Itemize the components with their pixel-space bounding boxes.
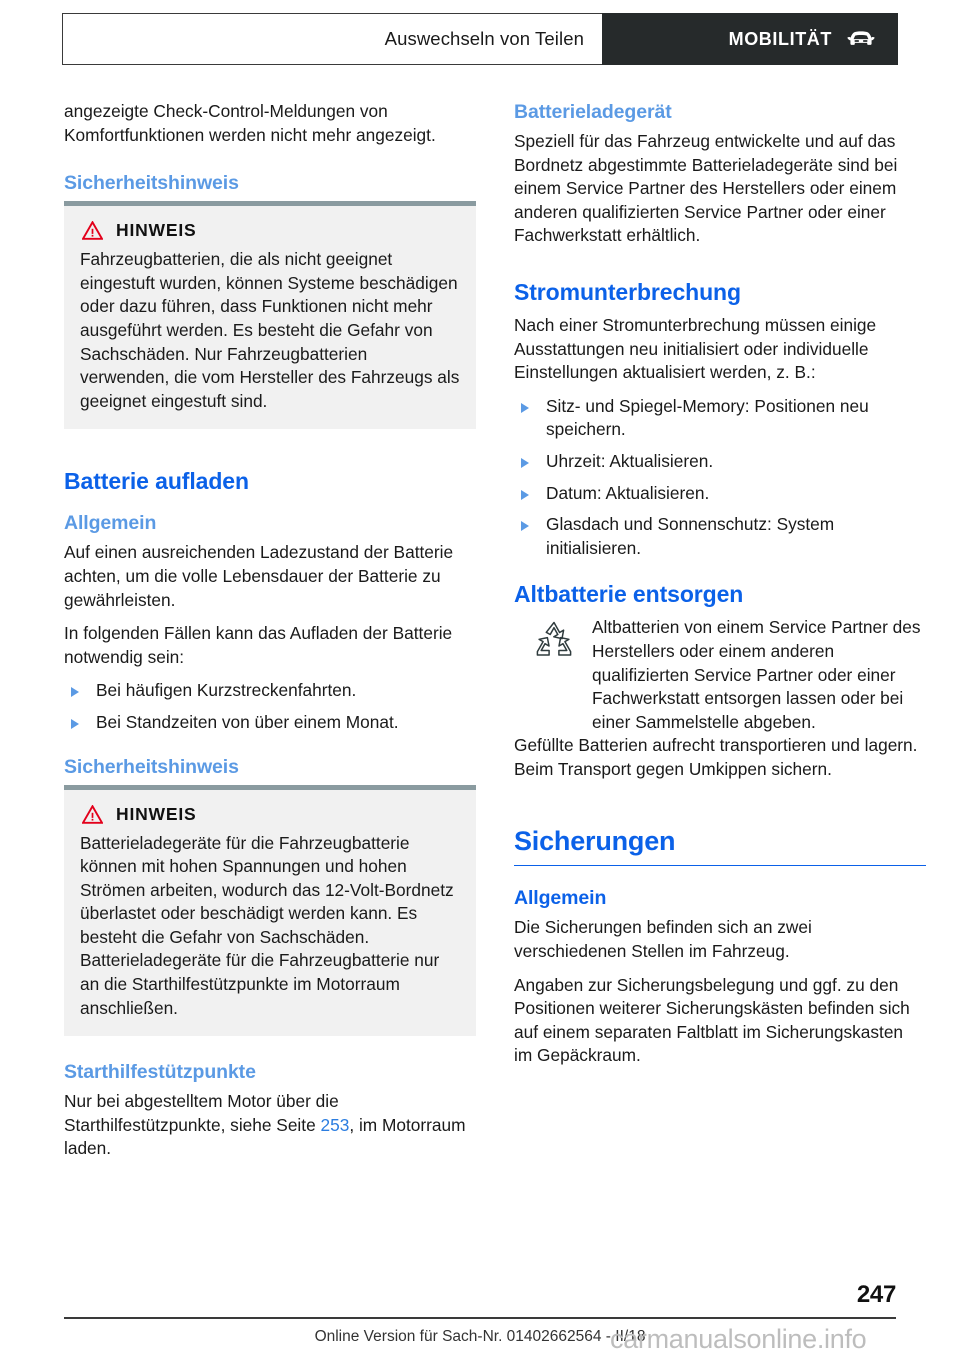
paragraph-disposal-1: Altbatterien von einem Service Partner des Herstellers oder einem anderen qualifizierten Service Partner oder einer Fachwerkstatt entsorgen lassen oder bei einer Sammelstelle abgeben. (592, 617, 921, 732)
heading-altbatterie-entsorgen: Altbatterie entsorgen (514, 581, 744, 608)
jumpstart-text-after: , im Motorraum laden. (64, 1114, 466, 1159)
right-column (514, 100, 926, 1068)
breadcrumb-label: Auswechseln von Teilen (384, 28, 584, 49)
spacer (64, 503, 476, 511)
warning-triangle-icon (82, 221, 103, 240)
car-front-icon (846, 28, 876, 50)
triangle-bullet-icon (521, 458, 529, 468)
list-item-label: Bei häufigen Kurzstreckenfahrten. (96, 680, 357, 701)
list-item (514, 395, 926, 442)
footer-online-version: Online Version für Sach-Nr. 01402662564 - II/18 (314, 1328, 646, 1345)
list-item-label: Uhrzeit: Aktualisieren. (546, 450, 714, 471)
notice-header (82, 804, 460, 825)
notice-body (64, 206, 476, 429)
warning-triangle-icon (82, 805, 103, 824)
notice-text: Batterieladegeräte für die Fahrzeugbatterie können mit hohen Spannungen und hohen Strömen arbeiten, wodurch das 12-Volt-Bordnetz überlastet oder beschädigt werden kann. Es besteht die Gefahr von Sachschäden. Batterieladegeräte für die Fahrzeugbatterie nur an die Starthilfestützpunkte im Motorraum anschließen. (80, 832, 454, 1018)
footer-divider (64, 1317, 896, 1319)
notice-body (64, 790, 476, 1037)
list-item (64, 711, 476, 735)
paragraph-disposal-2: Gefüllte Batterien aufrecht transportieren und lagern. Beim Transport gegen Umkippen sichern. (514, 735, 918, 779)
heading-allgemein-left: Allgemein (64, 512, 157, 535)
notice-box-1 (64, 201, 476, 429)
heading-allgemein-right: Allgemein (514, 887, 607, 910)
list-item-label: Bei Standzeiten von über einem Monat. (96, 711, 399, 732)
chapter-label: MOBILITÄT (728, 28, 832, 49)
page-reference-link[interactable]: 253 (320, 1114, 350, 1135)
bullet-list-charge-cases (64, 679, 476, 734)
paragraph-general-1: Auf einen ausreichenden Ladezustand der Batterie achten, um die volle Lebensdauer der Batterie zu gewährleisten. (64, 542, 454, 610)
notice-box-2 (64, 785, 476, 1037)
jumpstart-text-before: Nur bei abgestelltem Motor über die Starthilfestützpunkte, siehe Seite (64, 1091, 339, 1135)
paragraph-fuses-1: Die Sicherungen befinden sich an zwei verschiedenen Stellen im Fahrzeug. (514, 917, 812, 962)
page-number: 247 (856, 1281, 896, 1308)
list-item-label: Glasdach und Sonnenschutz: System initialisieren. (546, 514, 835, 558)
spacer (514, 560, 926, 580)
chapter-tab (602, 13, 898, 65)
triangle-bullet-icon (71, 687, 79, 697)
notice-header (82, 220, 460, 241)
notice-label: HINWEIS (116, 220, 197, 241)
bullet-list-power-interrupt (514, 395, 926, 561)
list-item (514, 513, 926, 560)
spacer (64, 735, 476, 755)
paragraph-jumpstart (64, 1090, 476, 1161)
heading-stromunterbrechung: Stromunterbrechung (514, 278, 741, 305)
notice-text: Fahrzeugbatterien, die als nicht geeignet eingestuft wurden, können Systeme beschädigen oder dazu führen, dass Funktionen nicht mehr ausgeführt werden. Es besteht die Gefahr von Sachschäden. Nur Fahrzeugbatterien verwenden, die vom Hersteller des Fahrzeugs als geeignet eingestuft sind. (80, 249, 460, 411)
spacer (514, 258, 926, 278)
spacer (64, 433, 476, 467)
chapter-title-rule (514, 865, 926, 866)
paragraph-general-2: In folgenden Fällen kann das Aufladen der Batterie notwendig sein: (64, 623, 453, 667)
list-item (514, 450, 926, 474)
heading-sicherheitshinweis-2: Sicherheitshinweis (64, 755, 239, 778)
list-item-label: Datum: Aktualisieren. (546, 482, 710, 503)
intro-paragraph: angezeigte Check-Control-Meldungen von Komfortfunktionen werden nicht mehr angezeigt. (64, 101, 436, 145)
list-item-label: Sitz- und Spiegel-Memory: Positionen neu speichern. (546, 395, 869, 440)
watermark: carmanualsonline.info (610, 1324, 867, 1354)
heading-batterie-aufladen: Batterie aufladen (64, 468, 249, 495)
heading-starthilfestuetzpunkte: Starthilfestützpunkte (64, 1061, 256, 1084)
list-item (64, 679, 476, 703)
disposal-block (514, 616, 926, 734)
triangle-bullet-icon (521, 490, 529, 500)
heading-sicherheitshinweis-1: Sicherheitshinweis (64, 172, 239, 195)
list-item (514, 482, 926, 506)
triangle-bullet-icon (521, 521, 529, 531)
triangle-bullet-icon (71, 719, 79, 729)
paragraph-power-interrupt: Nach einer Stromunterbrechung müssen einige Ausstattungen neu initialisiert oder individuelle Einstellungen aktualisiert werden, z. B.: (514, 314, 877, 383)
breadcrumb (62, 13, 602, 65)
heading-sicherungen: Sicherungen (514, 826, 676, 857)
page-header (62, 13, 898, 65)
triangle-bullet-icon (521, 403, 529, 413)
left-column (64, 100, 476, 1161)
paragraph-fuses-2: Angaben zur Sicherungsbelegung und ggf. zu den Positionen weiterer Sicherungskästen befinden sich auf einem separaten Faltblatt im Sicherungskasten im Gepäckraum. (514, 974, 910, 1066)
notice-label: HINWEIS (116, 803, 197, 824)
paragraph-charger: Speziell für das Fahrzeug entwickelte und auf das Bordnetz abgestimmte Batterieladegeräte sind bei einem Service Partner des Herstellers oder einem anderen qualifizierten Service Partner oder einer Fachwerkstatt erhältlich. (514, 131, 898, 246)
heading-batterieladegeraet: Batterieladegerät (514, 101, 672, 123)
spacer (64, 1040, 476, 1060)
spacer (514, 791, 926, 825)
spacer (64, 157, 476, 171)
